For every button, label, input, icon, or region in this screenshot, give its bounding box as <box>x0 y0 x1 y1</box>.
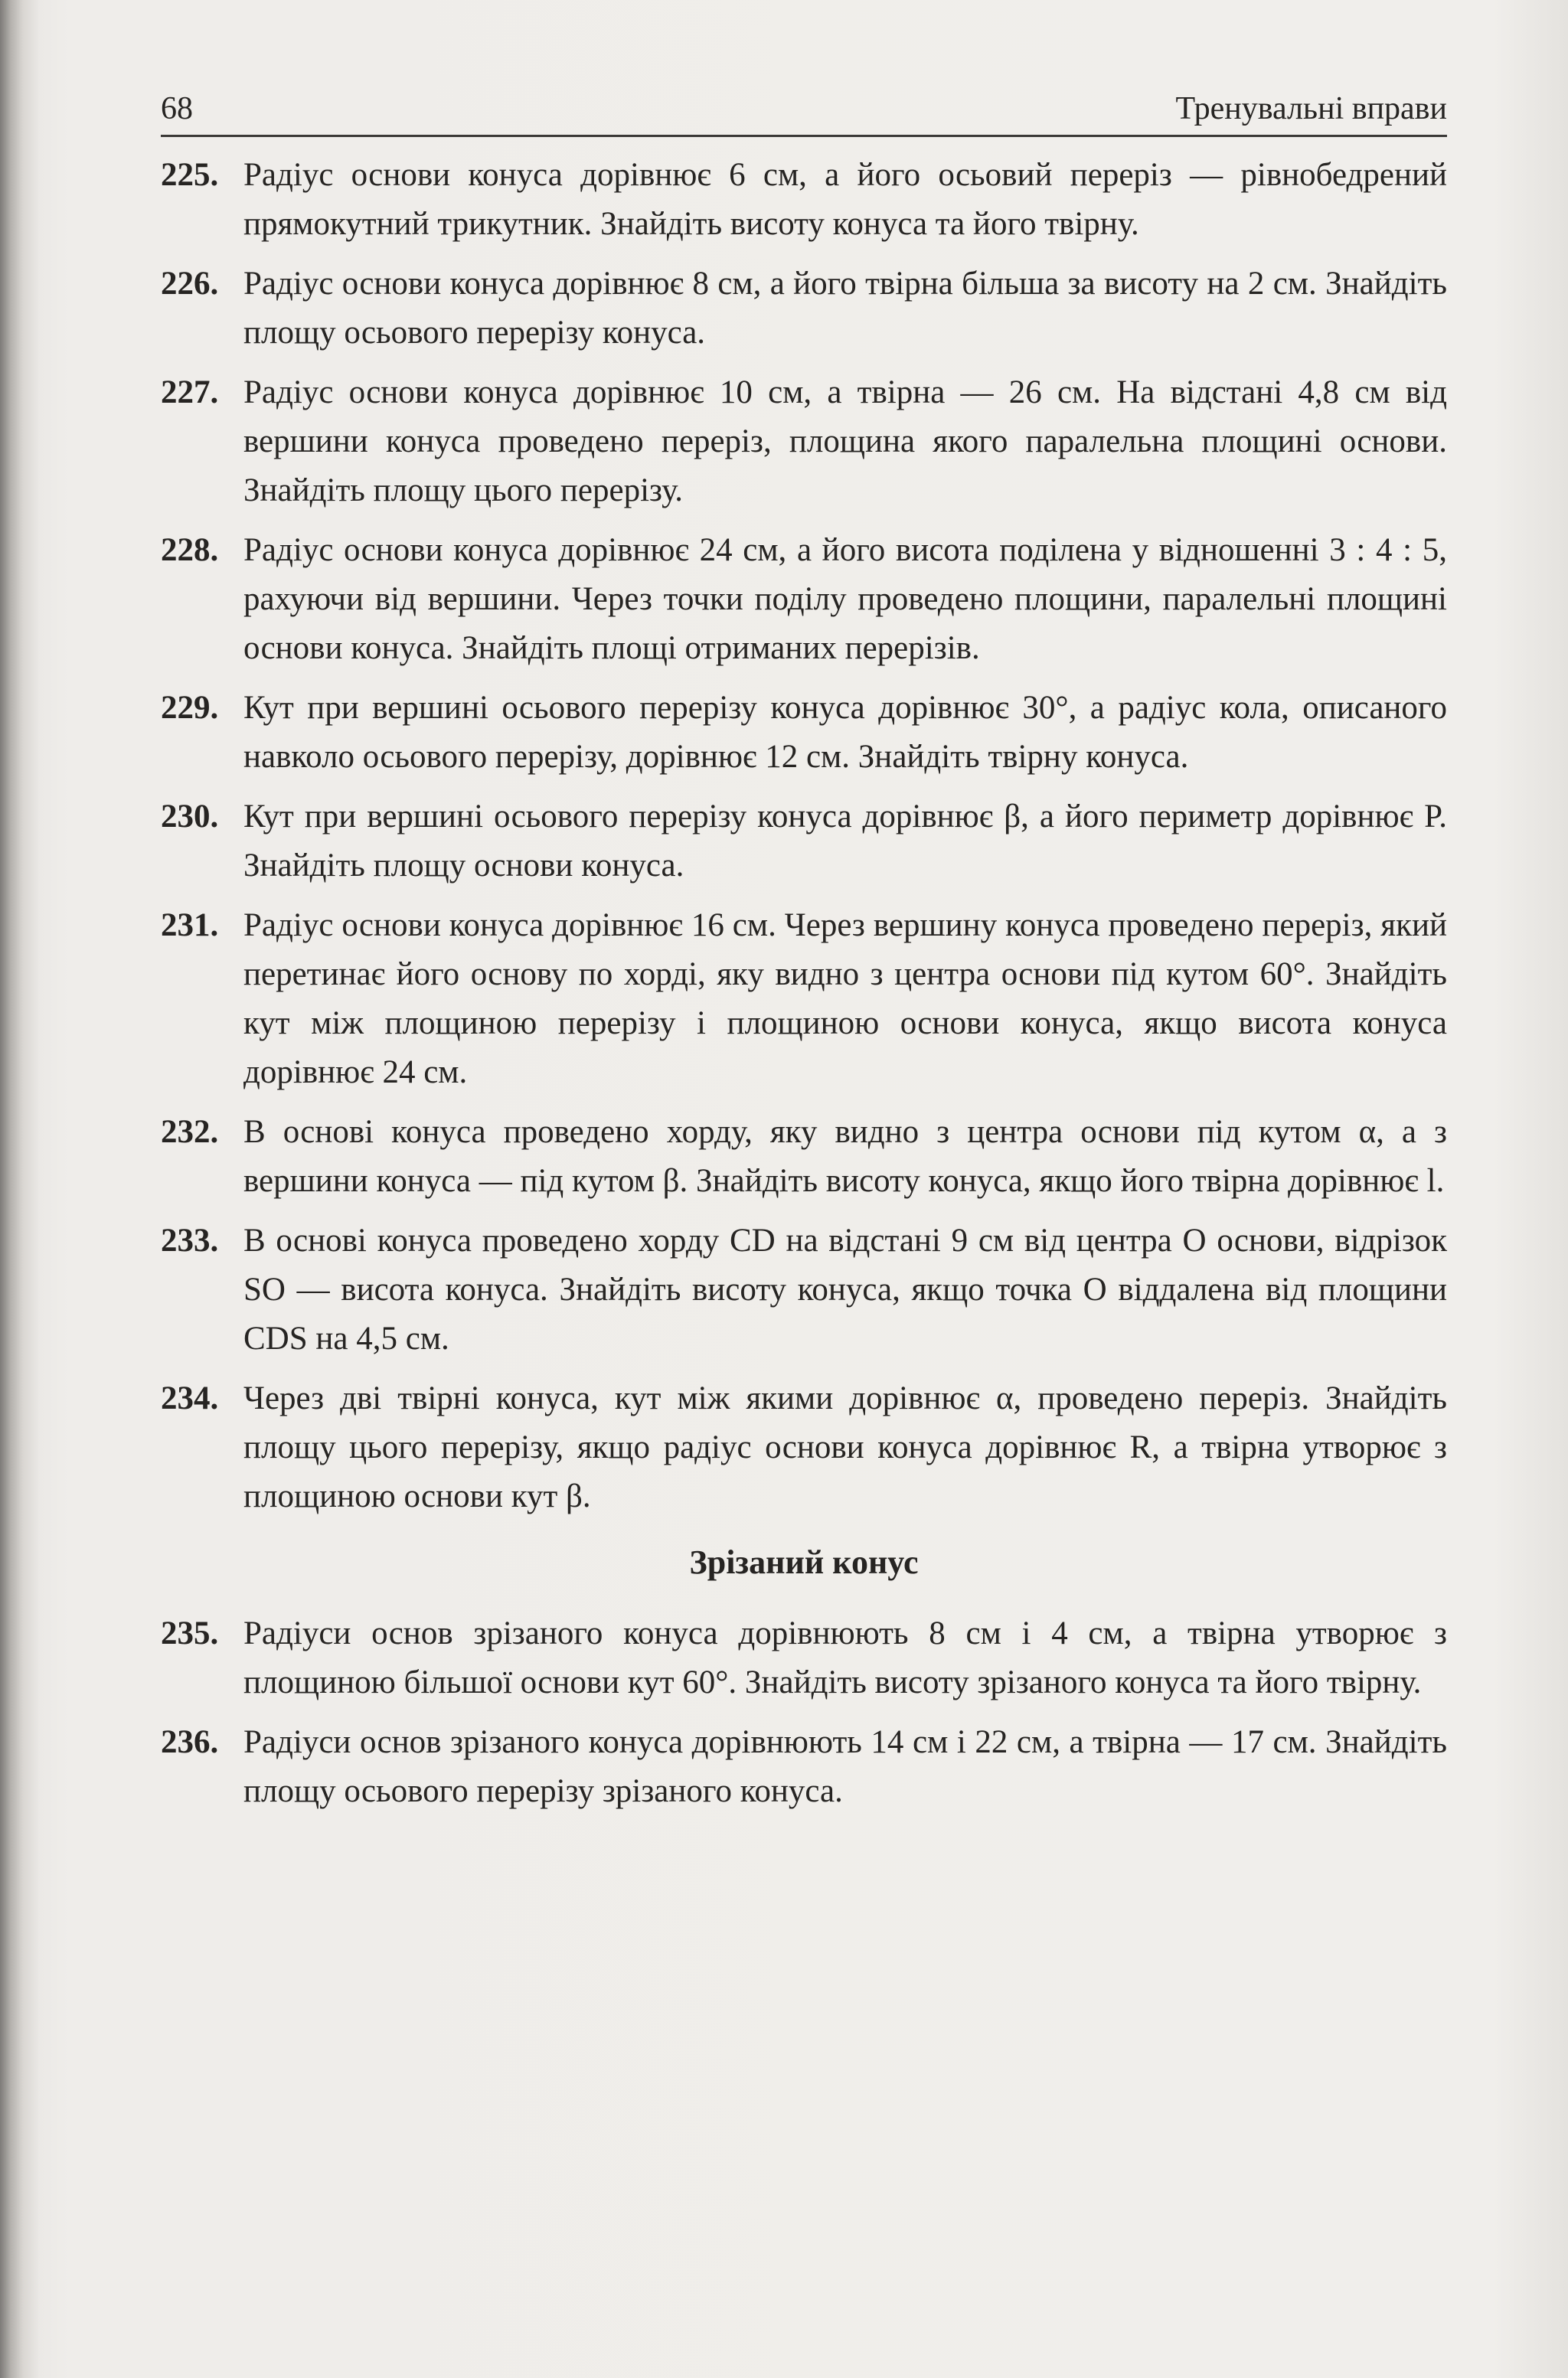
problem-233 <box>161 1217 1447 1364</box>
problem-text: Радіуси основ зрізаного конуса дорівнюють 14 см і 22 см, а твірна — 17 см. Знайдіть площу осьового перерізу зрізаного конуса. <box>243 1724 1447 1809</box>
problem-229 <box>161 684 1447 782</box>
problem-226 <box>161 260 1447 358</box>
problem-230 <box>161 792 1447 890</box>
problem-number: 231. <box>161 907 219 943</box>
problem-227 <box>161 368 1447 515</box>
problem-text: В основі конуса проведено хорду CD на відстані 9 см від центра O основи, відрізок SO — висота конуса. Знайдіть висоту конуса, якщо точка O віддалена від площини CDS на 4,5 см. <box>243 1223 1447 1357</box>
problem-232 <box>161 1108 1447 1206</box>
problem-number: 226. <box>161 266 219 302</box>
problem-text: Радіус основи конуса дорівнює 10 см, а твірна — 26 см. На відстані 4,8 см від вершини конуса проведено переріз, площина якого паралельна площині основи. Знайдіть площу цього перерізу. <box>243 374 1447 508</box>
problem-text: Радіус основи конуса дорівнює 16 см. Через вершину конуса проведено переріз, який перетинає його основу по хорді, яку видно з центра основи під кутом 60°. Знайдіть кут між площиною перерізу і площиною основи конуса, якщо висота конуса дорівнює 24 см. <box>243 907 1447 1090</box>
problem-text: Радіуси основ зрізаного конуса дорівнюють 8 см і 4 см, а твірна утворює з площиною більшої основи кут 60°. Знайдіть висоту зрізаного конуса та його твірну. <box>243 1615 1447 1700</box>
page-number: 68 <box>161 91 193 126</box>
running-header <box>161 90 1447 137</box>
problem-text: В основі конуса проведено хорду, яку видно з центра основи під кутом α, а з вершини конуса — під кутом β. Знайдіть висоту конуса, якщо його твірна дорівнює l. <box>243 1114 1447 1199</box>
problem-number: 227. <box>161 374 219 410</box>
problem-235 <box>161 1609 1447 1707</box>
problem-text: Кут при вершині осьового перерізу конуса дорівнює 30°, а радіус кола, описаного навколо осьового перерізу, дорівнює 12 см. Знайдіть твірну конуса. <box>243 690 1447 775</box>
problem-number: 232. <box>161 1114 219 1150</box>
problem-number: 233. <box>161 1223 219 1259</box>
problem-236 <box>161 1718 1447 1816</box>
problem-225 <box>161 151 1447 249</box>
problem-number: 236. <box>161 1724 219 1760</box>
problem-number: 230. <box>161 799 219 835</box>
running-title: Тренувальні вправи <box>1175 91 1447 126</box>
problem-number: 235. <box>161 1615 219 1651</box>
problem-number: 225. <box>161 157 219 193</box>
problem-228 <box>161 526 1447 673</box>
problem-number: 228. <box>161 532 219 568</box>
problem-231 <box>161 901 1447 1097</box>
section-heading: Зрізаний конус <box>689 1543 919 1581</box>
problem-text: Через дві твірні конуса, кут між якими дорівнює α, проведено переріз. Знайдіть площу цього перерізу, якщо радіус основи конуса дорівнює R, а твірна утворює з площиною основи кут β. <box>243 1380 1447 1514</box>
problem-text: Кут при вершині осьового перерізу конуса дорівнює β, а його периметр дорівнює P. Знайдіть площу основи конуса. <box>243 799 1447 884</box>
problem-text: Радіус основи конуса дорівнює 8 см, а його твірна більша за висоту на 2 см. Знайдіть площу осьового перерізу конуса. <box>243 266 1447 351</box>
problem-234 <box>161 1374 1447 1521</box>
problem-text: Радіус основи конуса дорівнює 6 см, а його осьовий переріз — рівнобедрений прямокутний трикутник. Знайдіть висоту конуса та його твірну. <box>243 157 1447 242</box>
problem-text: Радіус основи конуса дорівнює 24 см, а його висота поділена у відношенні 3 : 4 : 5, рахуючи від вершини. Через точки поділу проведено площини, паралельні площині основи конуса. Знайдіть площі отриманих перерізів. <box>243 532 1447 666</box>
page-content <box>161 90 1447 1827</box>
problem-number: 234. <box>161 1380 219 1416</box>
problem-number: 229. <box>161 690 219 726</box>
